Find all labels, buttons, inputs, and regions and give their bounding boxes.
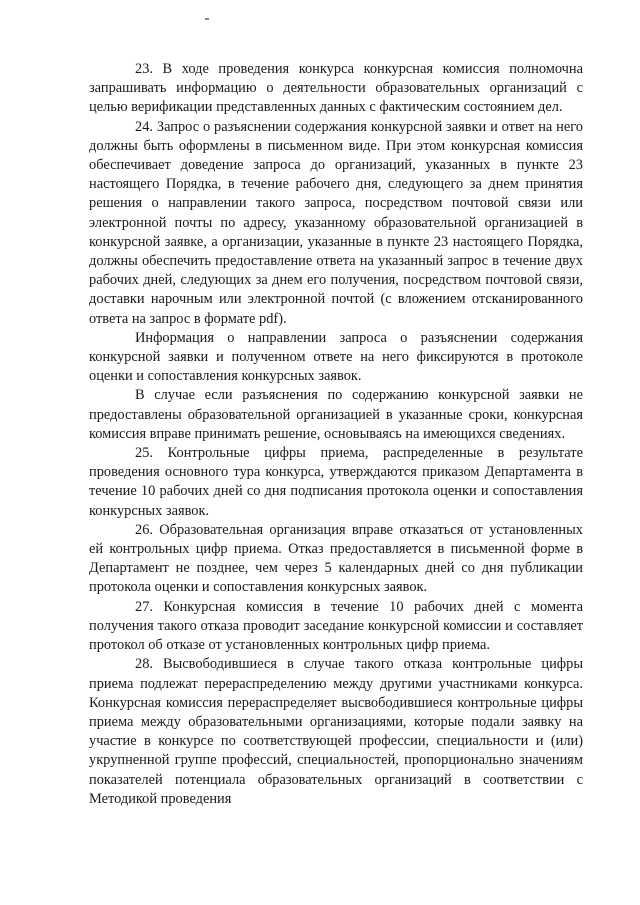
paragraph-23: 23. В ходе проведения конкурса конкурсная комиссия полномочна запрашивать информацию о деятельности образовательных организаций с целью верификации представленных данных с фактическим состоянием дел. xyxy=(89,61,583,116)
paragraph-request-info: Информация о направлении запроса о разъяснении содержания конкурсной заявки и полученном ответе на него фиксируются в протоколе оценки и сопоставления конкурсных заявок. xyxy=(89,329,583,385)
paragraph-no-clarification: В случае если разъяснения по содержанию конкурсной заявки не предоставлены образовательной организацией в указанные сроки, конкурсная комиссия вправе принимать решение, основываясь на имеющихся сведениях. xyxy=(89,387,583,442)
paragraph-27: 27. Конкурсная комиссия в течение 10 рабочих дней с момента получения такого отказа проводит заседание конкурсной комиссии и составляет протокол об отказе от установленных контрольных цифр приема. xyxy=(89,598,583,654)
scan-mark xyxy=(205,18,209,20)
paragraph-25: 25. Контрольные цифры приема, распределенные в результате проведения основного тура конкурса, утверждаются приказом Департамента в течение 10 рабочих дней со дня подписания протокола оценки и сопоставления конкурсных заявок. xyxy=(89,445,583,519)
paragraph-26: 26. Образовательная организация вправе отказаться от установленных ей контрольных цифр приема. Отказ предоставляется в письменной форме в Департамент не позднее, чем через 5 календарных дней со дня публикации протокола оценки и сопоставления конкурсных заявок. xyxy=(89,521,583,596)
paragraph-24: 24. Запрос о разъяснении содержания конкурсной заявки и ответ на него должны быть оформлены в письменном виде. При этом конкурсная комиссия обеспечивает доведение запроса до организаций, указанных в пункте 23 настоящего Порядка, в течение рабочего дня, следующего за днем принятия решения о направлении такого запроса, посредством почтовой связи или электронной почты по адресу, указанному образовательной организацией в конкурсной заявке, а организации, указанные в пункте 23 настоящего Порядка, должны обеспечить предоставление ответа на указанный запрос в течение двух рабочих дней, следующих за днем его получения, посредством почтовой связи, доставки нарочным или электронной почтой (с вложением отсканированного ответа на запрос в формате pdf). xyxy=(89,118,583,327)
document-body xyxy=(89,60,583,809)
paragraph-28: 28. Высвободившиеся в случае такого отказа контрольные цифры приема подлежат перераспределению между другими участниками конкурса. Конкурсная комиссия перераспределяет высвободившиеся контрольные цифры приема между образовательными организациями, которые подали заявку на участие в конкурсе по соответствующей профессии, специальности и (или) укрупненной группе профессий, специальностей, пропорционально значениям показателей потенциала образовательных организаций в соответствии с Методикой проведения xyxy=(89,656,583,807)
